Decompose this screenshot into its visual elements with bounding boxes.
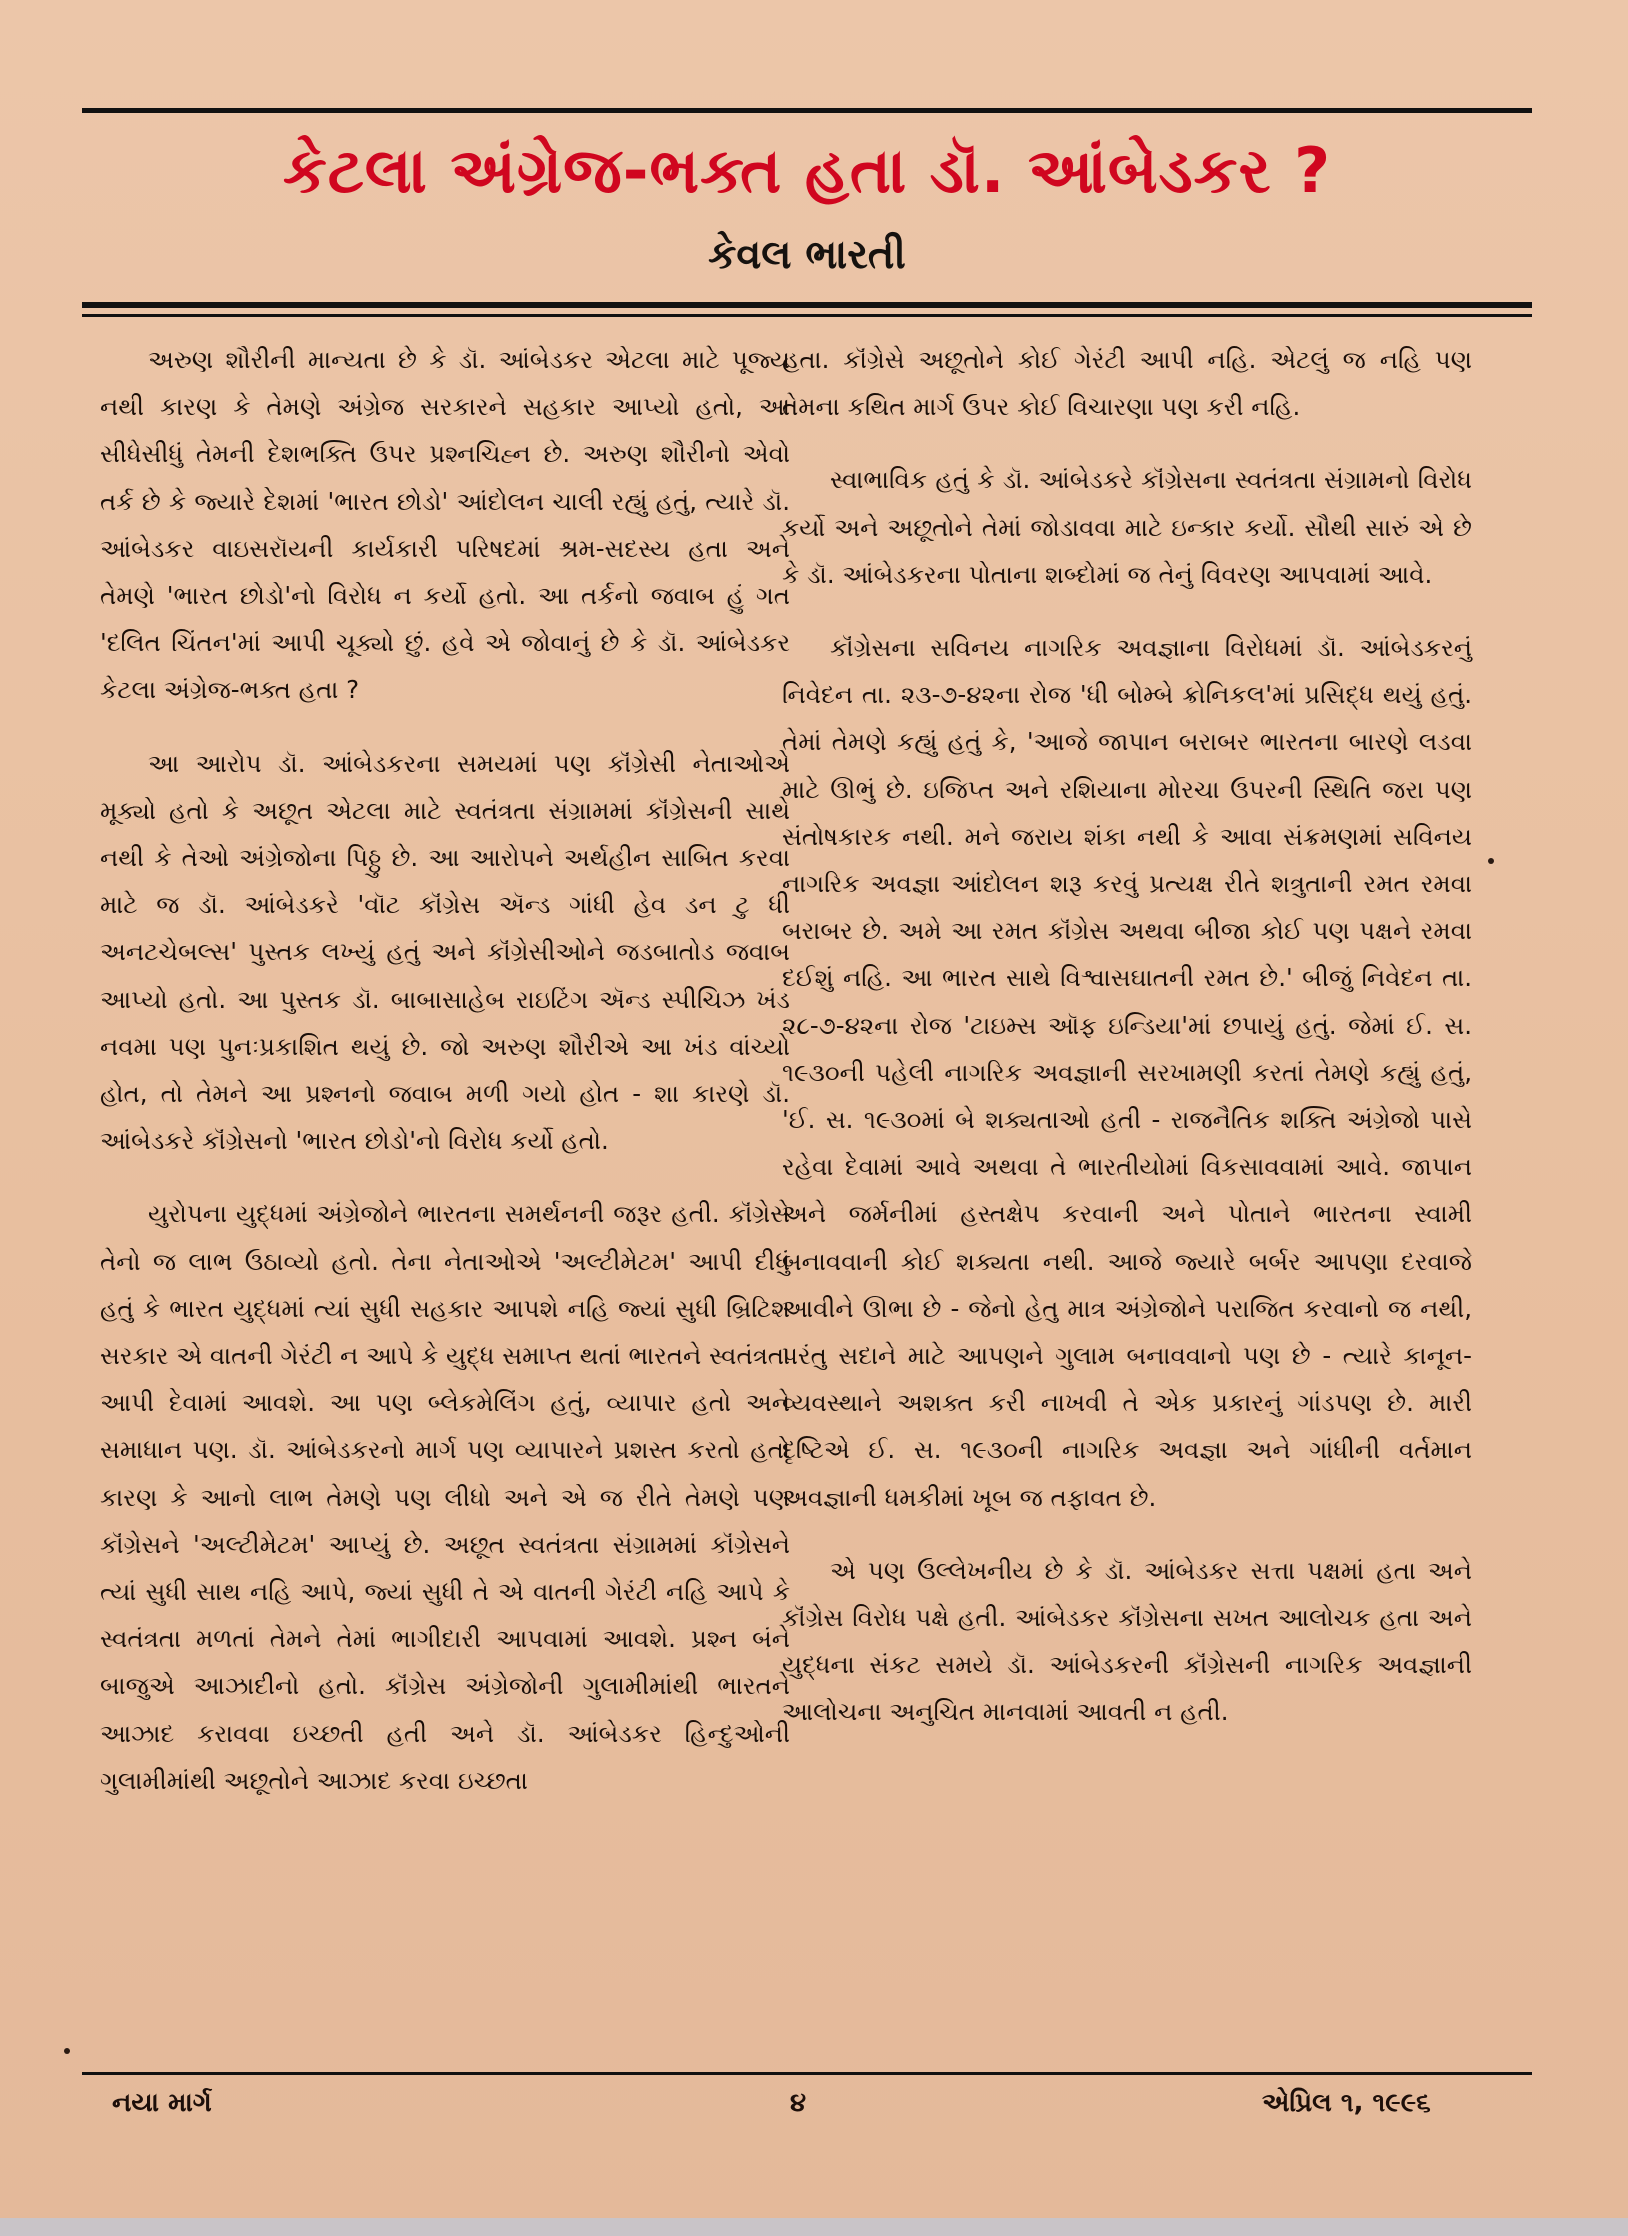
paragraph: કૉંગ્રેસના સવિનય નાગરિક અવજ્ઞાના વિરોધમાં ડૉ. આંબેડકરનું નિવેદન તા. ૨૩-૭-૪૨ના રોજ 'ધી બોમ્બે ક્રોનિકલ'માં પ્રસિદ્ધ થયું હતું. તેમાં તેમણે કહ્યું હતું કે, 'આજે જાપાન બરાબર ભારતના બારણે લડવા માટે ઊભું છે. ઇજિપ્ત અને રશિયાના મોરચા ઉપરની સ્થિતિ જરા પણ સંતોષકારક નથી. મને જરાય શંકા નથી કે આવા સંક્રમણમાં સવિનય નાગરિક અવજ્ઞા આંદોલન શરૂ કરવું પ્રત્યક્ષ રીતે શત્રુતાની રમત રમવા બરાબર છે. અમે આ રમત કૉંગ્રેસ અથવા બીજા કોઈ પણ પક્ષને રમવા દઈશું નહિ. આ ભારત સાથે વિશ્વાસઘાતની રમત છે.' બીજું નિવેદન તા. ૨૮-૭-૪૨ના રોજ 'ટાઇમ્સ ઑફ ઇન્ડિયા'માં છપાયું હતું. જેમાં ઈ. સ. ૧૯૩૦ની પહેલી નાગરિક અવજ્ઞાની સરખામણી કરતાં તેમણે કહ્યું હતું, 'ઈ. સ. ૧૯૩૦માં બે શક્યતાઓ હતી - રાજનૈતિક શક્તિ અંગ્રેજો પાસે રહેવા દેવામાં આવે અથવા તે ભારતીયોમાં વિકસાવવામાં આવે. જાપાન અને જર્મનીમાં હસ્તક્ષેપ કરવાની અને પોતાને ભારતના સ્વામી બનાવવાની કોઈ શક્યતા નથી. આજે જ્યારે બર્બર આપણા દરવાજે આવીને ઊભા છે - જેનો હેતુ માત્ર અંગ્રેજોને પરાજિત કરવાનો જ નથી, પરંતુ સદાને માટે આપણને ગુલામ બનાવવાનો પણ છે - ત્યારે કાનૂન-વ્યવસ્થાને અશક્ત કરી નાખવી તે એક પ્રકારનું ગાંડપણ છે. મારી દૃષ્ટિએ ઈ. સ. ૧૯૩૦ની નાગરિક અવજ્ઞા અને ગાંધીની વર્તમાન અવજ્ઞાની ધમકીમાં ખૂબ જ તફાવત છે. — [782, 633, 1472, 1512]
article-title: કેટલા અંગ્રેજ-ભક્ત હતા ડૉ. આંબેડકર ? — [282, 134, 1332, 207]
publication-name: નયા માર્ગ — [112, 2088, 212, 2118]
article-author: કેવલ ભારતી — [708, 232, 906, 278]
footer-rule — [82, 2072, 1532, 2075]
paragraph: એ પણ ઉલ્લેખનીય છે કે ડૉ. આંબેડકર સત્તા પક્ષમાં હતા અને કૉંગ્રેસ વિરોધ પક્ષે હતી. આંબેડકર કૉંગ્રેસના સખત આલોચક હતા અને યુદ્ધના સંકટ સમયે ડૉ. આંબેડકરની કૉંગ્રેસની નાગરિક અવજ્ઞાની આલોચના અનુચિત માનવામાં આવતી ન હતી. — [782, 1555, 1472, 1727]
top-rule — [82, 108, 1532, 113]
paragraph: અરુણ શૌરીની માન્યતા છે કે ડૉ. આંબેડકર એટલા માટે પૂજ્ય નથી કારણ કે તેમણે અંગ્રેજ સરકારને સહકાર આપ્યો હતો, આ સીધેસીધું તેમની દેશભક્તિ ઉપર પ્રશ્નચિહ્ન છે. અરુણ શૌરીનો એવો તર્ક છે કે જ્યારે દેશમાં 'ભારત છોડો' આંદોલન ચાલી રહ્યું હતું, ત્યારે ડૉ. આંબેડકર વાઇસરૉયની કાર્યકારી પરિષદમાં શ્રમ-સદસ્ય હતા અને તેમણે 'ભારત છોડો'નો વિરોધ ન કર્યો હતો. આ તર્કનો જવાબ હું ગત 'દલિત ચિંતન'માં આપી ચૂક્યો છું. હવે એ જોવાનું છે કે ડૉ. આંબેડકર કેટલા અંગ્રેજ-ભક્ત હતા ? — [100, 345, 790, 705]
title-rule-lower — [82, 314, 1532, 317]
title-rule-upper — [82, 302, 1532, 308]
print-speck — [1488, 858, 1494, 864]
right-column — [782, 336, 1472, 1762]
page-number: ૪ — [790, 2088, 807, 2118]
paragraph: સ્વાભાવિક હતું કે ડૉ. આંબેડકરે કૉંગ્રેસના સ્વતંત્રતા સંગ્રામનો વિરોધ કર્યો અને અછૂતોને તેમાં જોડાવવા માટે ઇન્કાર કર્યો. સૌથી સારું એ છે કે ડૉ. આંબેડકરના પોતાના શબ્દોમાં જ તેનું વિવરણ આપવામાં આવે. — [782, 465, 1472, 589]
issue-date: એપ્રિલ ૧, ૧૯૯૬ — [1262, 2088, 1431, 2118]
print-speck — [64, 2048, 70, 2054]
left-column — [100, 336, 790, 1830]
paragraph: યુરોપના યુદ્ધમાં અંગ્રેજોને ભારતના સમર્થનની જરૂર હતી. કૉંગ્રેસે તેનો જ લાભ ઉઠાવ્યો હતો. તેના નેતાઓએ 'અલ્ટીમેટમ' આપી દીધું હતું કે ભારત યુદ્ધમાં ત્યાં સુધી સહકાર આપશે નહિ જ્યાં સુધી બ્રિટિશ સરકાર એ વાતની ગેરંટી ન આપે કે યુદ્ધ સમાપ્ત થતાં ભારતને સ્વતંત્રતા આપી દેવામાં આવશે. આ પણ બ્લેકમેલિંગ હતું, વ્યાપાર હતો અને સમાધાન પણ. ડૉ. આંબેડકરનો માર્ગ પણ વ્યાપારને પ્રશસ્ત કરતો હતો કારણ કે આનો લાભ તેમણે પણ લીધો અને એ જ રીતે તેમણે પણ કૉંગ્રેસને 'અલ્ટીમેટમ' આપ્યું છે. અછૂત સ્વતંત્રતા સંગ્રામમાં કૉંગ્રેસને ત્યાં સુધી સાથ નહિ આપે, જ્યાં સુધી તે એ વાતની ગેરંટી નહિ આપે કે સ્વતંત્રતા મળતાં તેમને તેમાં ભાગીદારી આપવામાં આવશે. પ્રશ્ન બંને બાજુએ આઝાદીનો હતો. કૉંગ્રેસ અંગ્રેજોની ગુલામીમાંથી ભારતને આઝાદ કરાવવા ઇચ્છતી હતી અને ડૉ. આંબેડકર હિન્દુઓની ગુલામીમાંથી અછૂતોને આઝાદ કરવા ઇચ્છતા — [100, 1199, 791, 1795]
paragraph: આ આરોપ ડૉ. આંબેડકરના સમયમાં પણ કૉંગ્રેસી નેતાઓએ મૂક્યો હતો કે અછૂત એટલા માટે સ્વતંત્રતા સંગ્રામમાં કૉંગ્રેસની સાથે નથી કે તેઓ અંગ્રેજોના પિઠ્ઠુ છે. આ આરોપને અર્થહીન સાબિત કરવા માટે જ ડૉ. આંબેડકરે 'વૉટ કૉંગ્રેસ ઍન્ડ ગાંધી હેવ ડન ટુ ધી અનટચેબલ્સ' પુસ્તક લખ્યું હતું અને કૉંગ્રેસીઓને જડબાતોડ જવાબ આપ્યો હતો. આ પુસ્તક ડૉ. બાબાસાહેબ રાઇટિંગ ઍન્ડ સ્પીચિઝ ખંડ નવમા પણ પુનઃપ્રકાશિત થયું છે. જો અરુણ શૌરીએ આ ખંડ વાંચ્યો હોત, તો તેમને આ પ્રશ્નનો જવાબ મળી ગયો હોત - શા કારણે ડૉ. આંબેડકરે કૉંગ્રેસનો 'ભારત છોડો'નો વિરોધ કર્યો હતો. — [100, 748, 790, 1156]
paragraph: હતા. કૉંગ્રેસે અછૂતોને કોઈ ગેરંટી આપી નહિ. એટલું જ નહિ પણ તેમના કથિત માર્ગ ઉપર કોઈ વિચારણા પણ કરી નહિ. — [782, 345, 1472, 422]
scan-edge — [0, 2218, 1628, 2236]
